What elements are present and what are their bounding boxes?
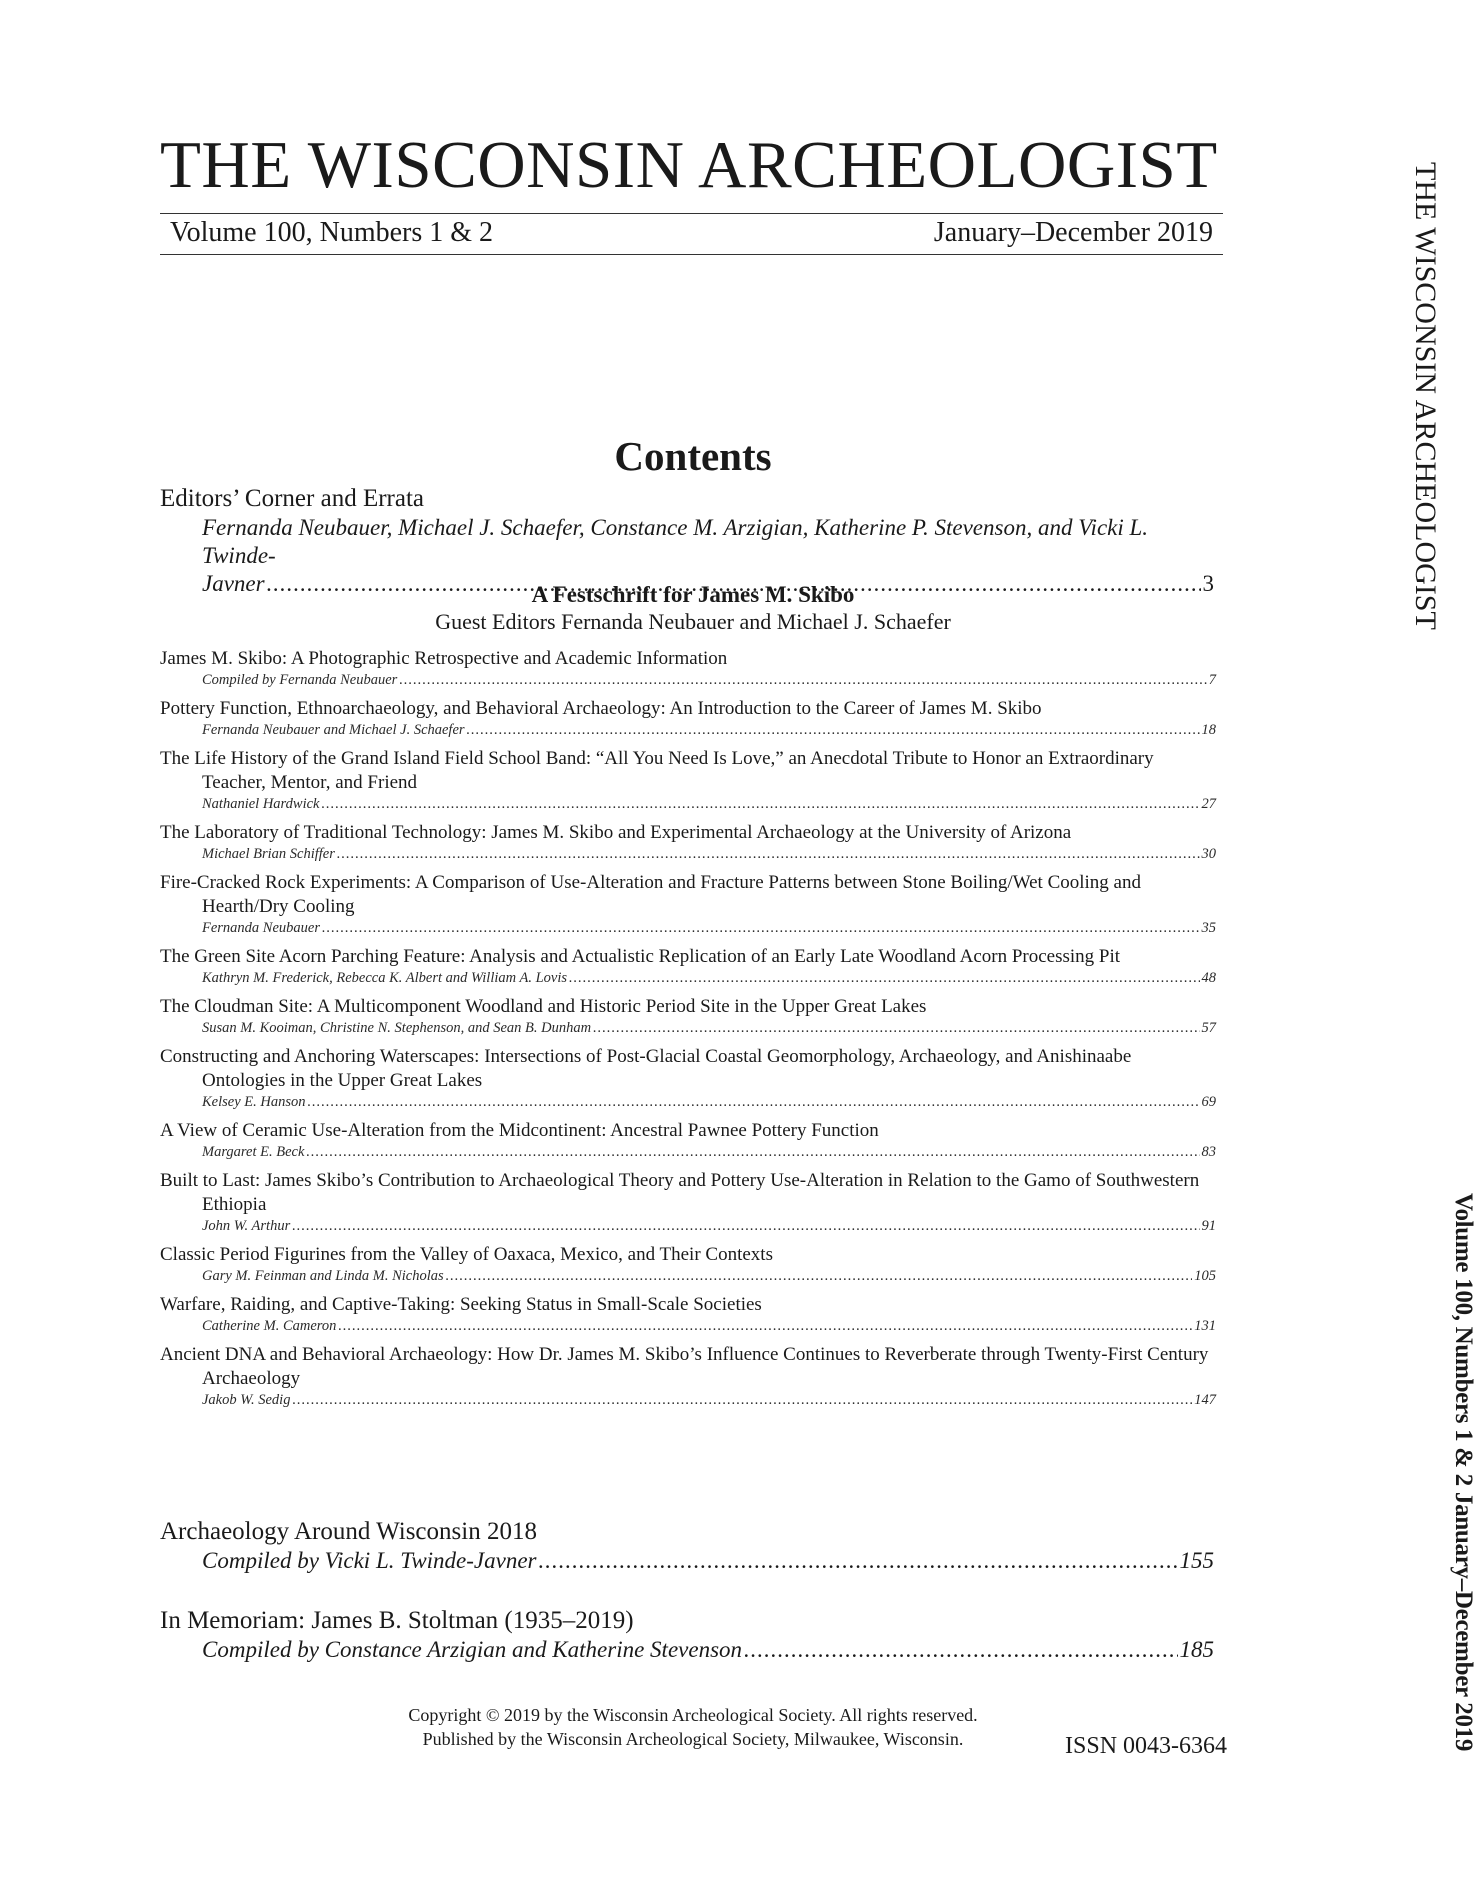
toc-item-author: Michael Brian Schiffer xyxy=(202,846,335,862)
toc-item-author: Jakob W. Sedig xyxy=(202,1392,291,1408)
page-number: 91 xyxy=(1201,1218,1216,1234)
page-number: 3 xyxy=(1202,571,1214,596)
toc-item-title: Fire-Cracked Rock Experiments: A Comparison of Use-Alteration and Fracture Patterns between Stone Boiling/Wet Cooling and Hearth/Dry Cooling xyxy=(160,872,1141,917)
toc-item xyxy=(160,821,1216,863)
page-number: 83 xyxy=(1201,1144,1216,1160)
toc-item-title: Built to Last: James Skibo’s Contribution to Archaeological Theory and Pottery Use-Alteration in Relation to the Gamo of Southwestern Ethiopia xyxy=(160,1170,1200,1215)
issue-date: January–December 2019 xyxy=(933,217,1213,248)
leader-dots xyxy=(292,1217,1199,1235)
toc-item-author: Margaret E. Beck xyxy=(202,1144,305,1160)
archaeology-around-author-row xyxy=(160,1547,1214,1575)
festschrift-subtitle: Guest Editors Fernanda Neubauer and Michael J. Schaefer xyxy=(435,609,951,634)
memoriam-author-row xyxy=(160,1636,1214,1664)
toc-item-title: Constructing and Anchoring Waterscapes: Intersections of Post-Glacial Coastal Geomorphology, Archaeology, and Anishinaabe Ontologies in the Upper Great Lakes xyxy=(160,1046,1132,1091)
issue-bar xyxy=(160,213,1223,255)
toc-item-title: The Laboratory of Traditional Technology: James M. Skibo and Experimental Archaeology at the University of Arizona xyxy=(160,822,1072,843)
toc-item-title: Warfare, Raiding, and Captive-Taking: Seeking Status in Small-Scale Societies xyxy=(160,1294,762,1315)
leader-dots xyxy=(399,671,1206,689)
toc-item xyxy=(160,945,1216,987)
toc-item-title: The Green Site Acorn Parching Feature: Analysis and Actualistic Replication of an Early Late Woodland Acorn Processing Pit xyxy=(160,946,1121,967)
toc-item-author: Compiled by Fernanda Neubauer xyxy=(202,672,398,688)
toc-item xyxy=(160,1169,1216,1235)
page-number: 48 xyxy=(1201,970,1216,986)
toc-item-title: The Cloudman Site: A Multicomponent Woodland and Historic Period Site in the Upper Great Lakes xyxy=(160,996,927,1017)
page-number: 57 xyxy=(1201,1020,1216,1036)
page-number: 131 xyxy=(1194,1318,1216,1334)
leader-dots xyxy=(308,1093,1200,1111)
leader-dots xyxy=(322,919,1200,937)
toc-item-author-row xyxy=(160,919,1216,937)
spine-issue: Volume 100, Numbers 1 & 2 January–December 2019 xyxy=(1450,1193,1477,1752)
copyright-line: Copyright © 2019 by the Wisconsin Archeological Society. All rights reserved. xyxy=(408,1705,978,1725)
toc-item-author-row xyxy=(160,1019,1216,1037)
toc-item-author-row xyxy=(160,1267,1216,1285)
leader-dots xyxy=(467,721,1200,739)
issn: ISSN 0043-6364 xyxy=(1065,1733,1228,1759)
toc-item xyxy=(160,647,1216,689)
toc-item xyxy=(160,1045,1216,1111)
memoriam-entry xyxy=(160,1606,1214,1664)
toc-item-author-row xyxy=(160,1317,1216,1335)
toc-item-author: John W. Arthur xyxy=(202,1218,291,1234)
toc-item xyxy=(160,697,1216,739)
archaeology-around-author: Compiled by Vicki L. Twinde-Javner xyxy=(202,1548,537,1573)
toc-item-author-row xyxy=(160,671,1216,689)
editors-corner-authors-line2: Javner xyxy=(202,571,265,596)
toc-item xyxy=(160,1243,1216,1285)
leader-dots xyxy=(321,795,1199,813)
leader-dots xyxy=(539,1547,1178,1575)
page-number: 18 xyxy=(1201,722,1216,738)
editors-corner-title: Editors’ Corner and Errata xyxy=(160,485,425,512)
publisher-line: Published by the Wisconsin Archeological Society, Milwaukee, Wisconsin. xyxy=(422,1729,964,1749)
toc-item-title: Classic Period Figurines from the Valley of Oaxaca, Mexico, and Their Contexts xyxy=(160,1244,773,1265)
toc-item-author-row xyxy=(160,1143,1216,1161)
toc-item-title: Ancient DNA and Behavioral Archaeology: How Dr. James M. Skibo’s Influence Continues to Reverberate through Twenty-First Century Archaeology xyxy=(160,1344,1209,1389)
page-number: 7 xyxy=(1208,672,1216,688)
editors-corner-entry xyxy=(160,484,1214,598)
leader-dots xyxy=(569,969,1200,987)
toc-list xyxy=(160,647,1216,1417)
toc-item-title: A View of Ceramic Use-Alteration from the Midcontinent: Ancestral Pawnee Pottery Function xyxy=(160,1120,879,1141)
leader-dots xyxy=(744,1636,1177,1664)
leader-dots xyxy=(593,1019,1199,1037)
memoriam-title: In Memoriam: James B. Stoltman (1935–2019) xyxy=(160,1607,634,1634)
archaeology-around-entry xyxy=(160,1517,1214,1575)
leader-dots xyxy=(306,1143,1199,1161)
toc-item-author: Fernanda Neubauer xyxy=(202,920,320,936)
toc-item-title: The Life History of the Grand Island Field School Band: “All You Need Is Love,” an Anecdotal Tribute to Honor an Extraordinary Teacher, Mentor, and Friend xyxy=(160,748,1154,793)
toc-item xyxy=(160,747,1216,813)
toc-item xyxy=(160,1343,1216,1409)
page-number: 155 xyxy=(1179,1548,1214,1573)
toc-item-author: Kelsey E. Hanson xyxy=(202,1094,306,1110)
toc-item-author-row xyxy=(160,1391,1216,1409)
journal-title: THE WISCONSIN ARCHEOLOGIST xyxy=(160,128,1218,202)
archaeology-around-title: Archaeology Around Wisconsin 2018 xyxy=(160,1518,537,1545)
leader-dots xyxy=(338,1317,1192,1335)
toc-item xyxy=(160,1293,1216,1335)
leader-dots xyxy=(337,845,1200,863)
page-number: 30 xyxy=(1201,846,1216,862)
festschrift-title: A Festschrift for James M. Skibo xyxy=(531,582,855,607)
toc-item-author: Susan M. Kooiman, Christine N. Stephenson, and Sean B. Dunham xyxy=(202,1020,592,1036)
toc-item-author-row xyxy=(160,845,1216,863)
page-number: 185 xyxy=(1179,1637,1214,1662)
toc-item-author-row xyxy=(160,795,1216,813)
toc-item-author-row xyxy=(160,1217,1216,1235)
contents-heading: Contents xyxy=(614,433,772,479)
toc-item-title: James M. Skibo: A Photographic Retrospective and Academic Information xyxy=(160,648,728,669)
leader-dots xyxy=(446,1267,1193,1285)
toc-item-author: Nathaniel Hardwick xyxy=(202,796,320,812)
page-number: 147 xyxy=(1194,1392,1216,1408)
toc-item-title: Pottery Function, Ethnoarchaeology, and Behavioral Archaeology: An Introduction to the Career of James M. Skibo xyxy=(160,698,1042,719)
spine-title: THE WISCONSIN ARCHEOLOGIST xyxy=(1409,162,1442,630)
toc-item-author-row xyxy=(160,1093,1216,1111)
page-number: 105 xyxy=(1194,1268,1216,1284)
page-number: 27 xyxy=(1201,796,1216,812)
toc-item xyxy=(160,1119,1216,1161)
toc-item-author: Gary M. Feinman and Linda M. Nicholas xyxy=(202,1268,444,1284)
editors-corner-authors-line1: Fernanda Neubauer, Michael J. Schaefer, Constance M. Arzigian, Katherine P. Stevenson, and Vicki L. Twinde- xyxy=(202,515,1149,568)
toc-item xyxy=(160,871,1216,937)
toc-item-author-row xyxy=(160,721,1216,739)
volume-label: Volume 100, Numbers 1 & 2 xyxy=(170,217,494,248)
page-number: 69 xyxy=(1201,1094,1216,1110)
toc-item-author: Kathryn M. Frederick, Rebecca K. Albert and William A. Lovis xyxy=(202,970,567,986)
page-number: 35 xyxy=(1201,920,1216,936)
toc-item-author: Catherine M. Cameron xyxy=(202,1318,337,1334)
leader-dots xyxy=(292,1391,1192,1409)
toc-item xyxy=(160,995,1216,1037)
toc-item-author: Fernanda Neubauer and Michael J. Schaefer xyxy=(202,722,465,738)
toc-item-author-row xyxy=(160,969,1216,987)
memoriam-author: Compiled by Constance Arzigian and Katherine Stevenson xyxy=(202,1637,743,1662)
